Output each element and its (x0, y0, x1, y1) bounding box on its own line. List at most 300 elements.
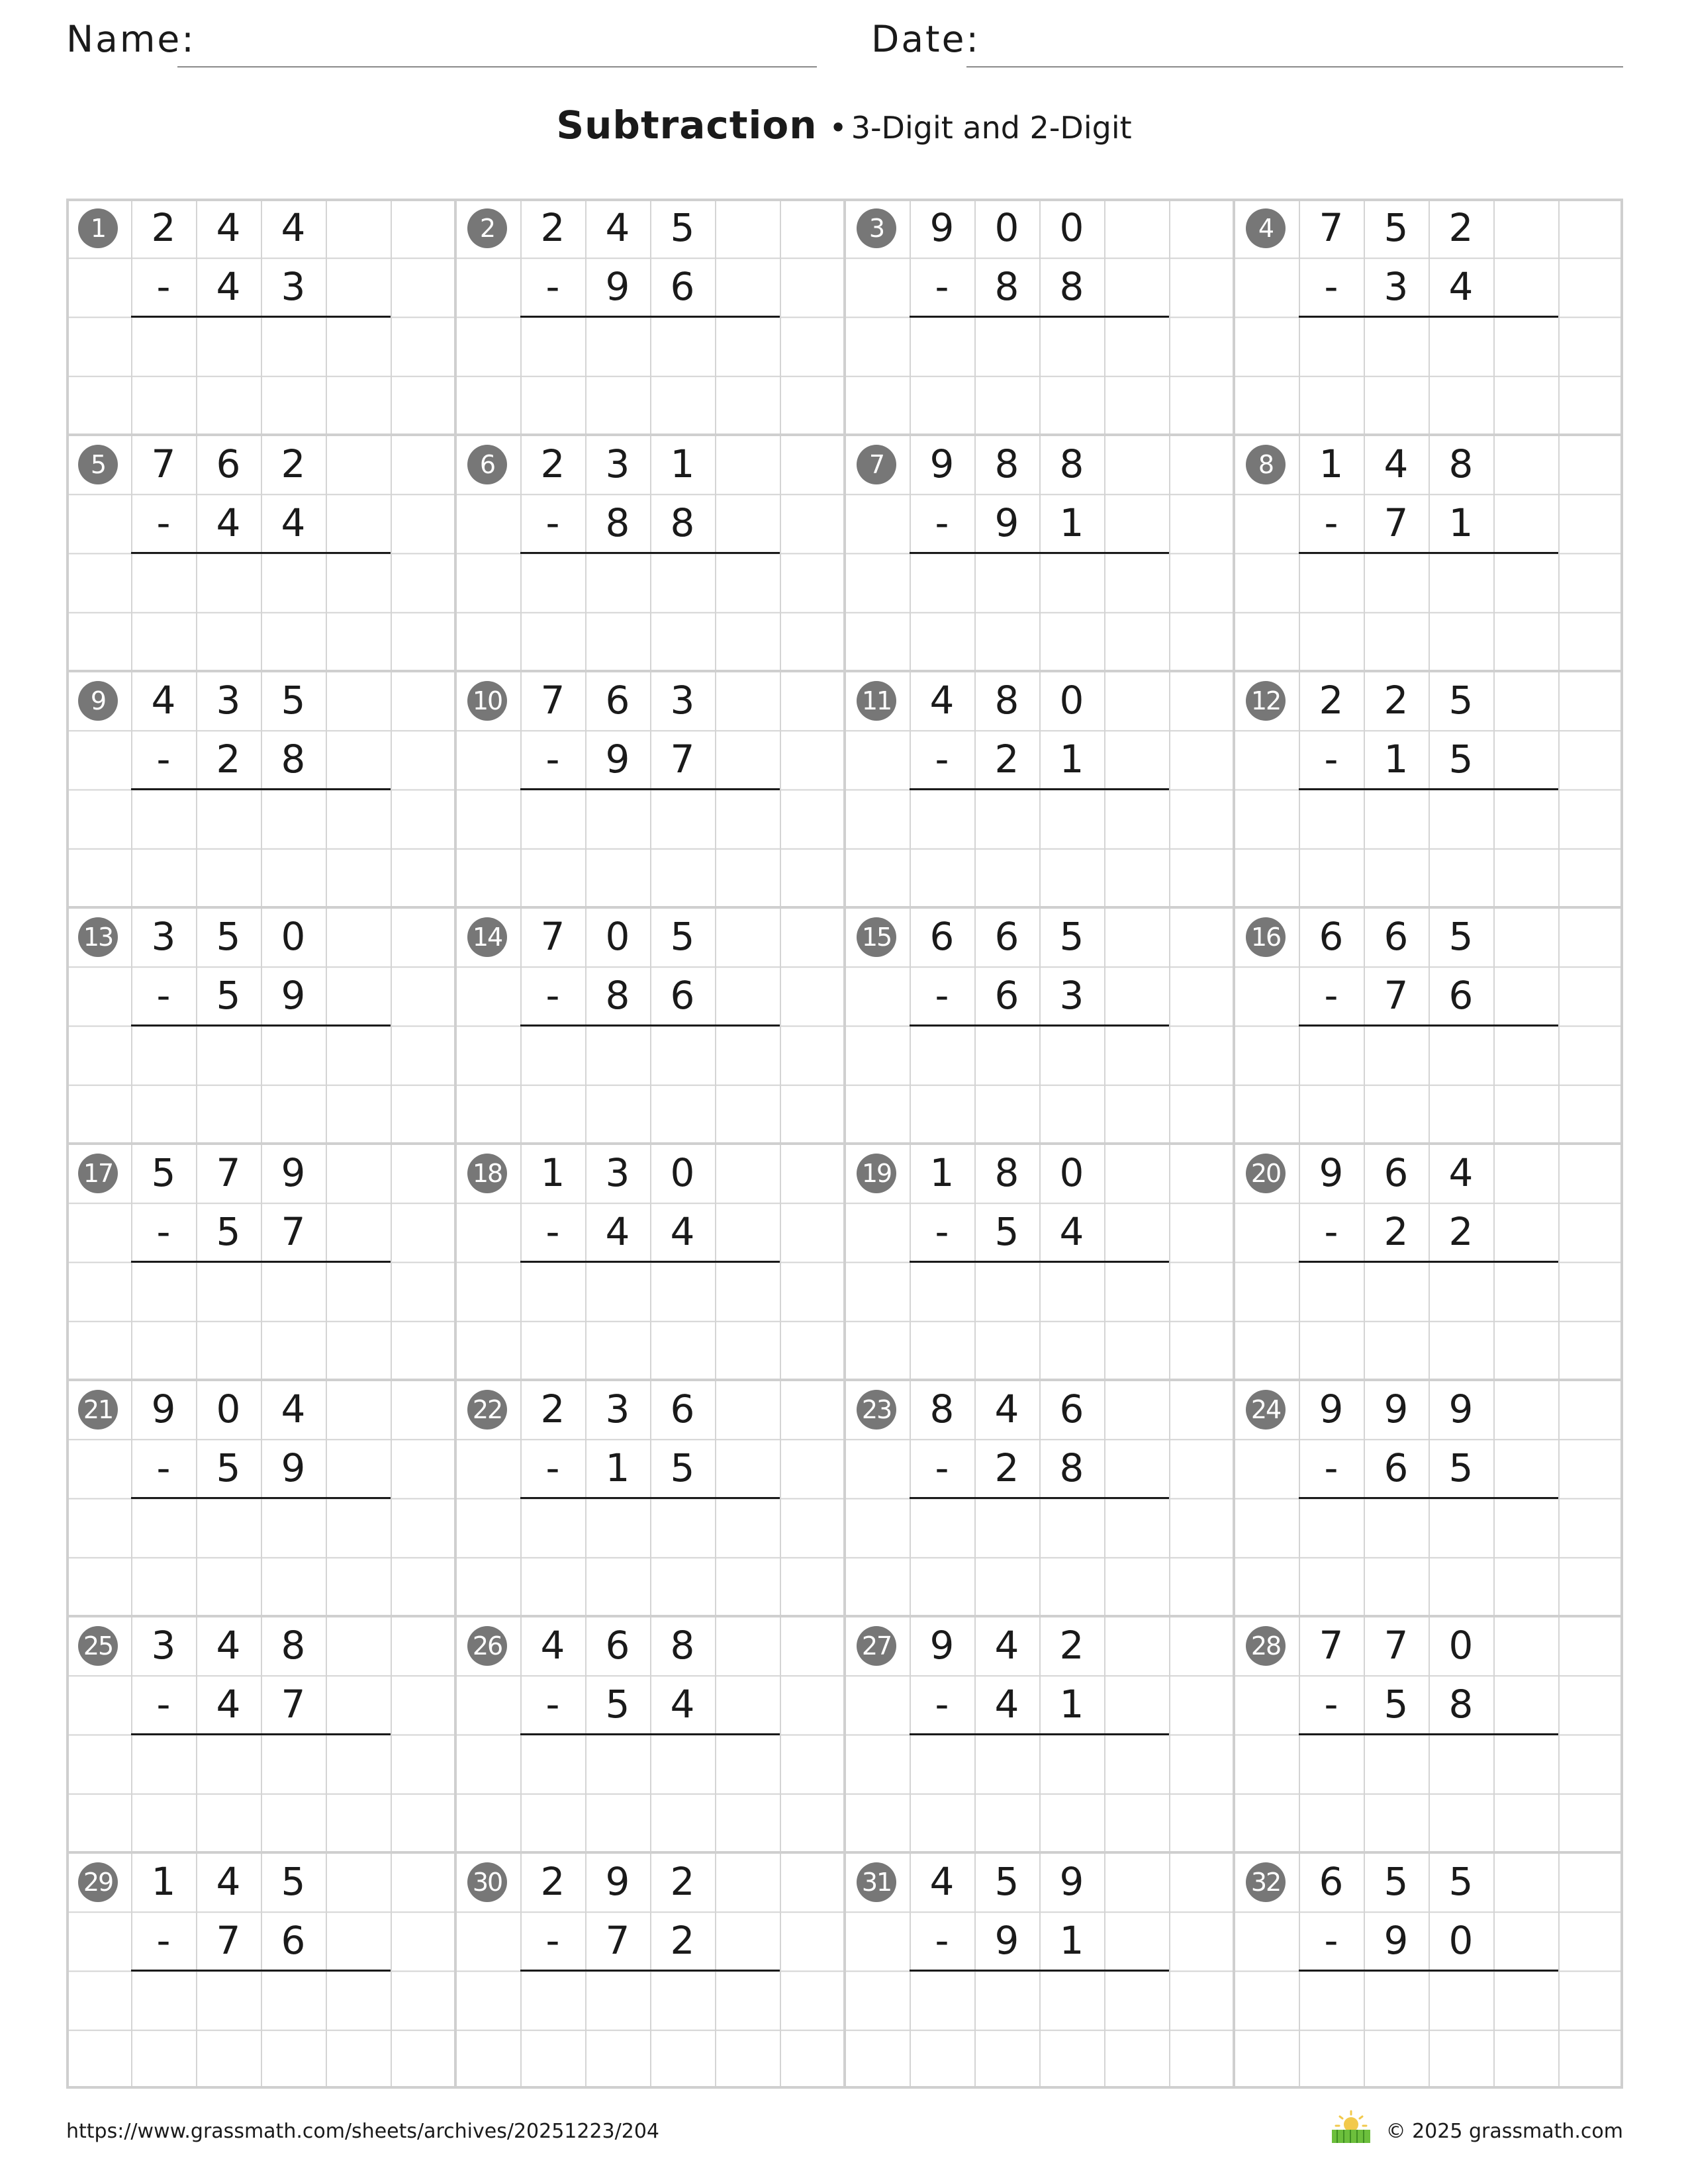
minus-sign: - (1324, 973, 1338, 1019)
minuend-digit: 0 (281, 914, 306, 959)
problem-number-badge: 27 (857, 1626, 896, 1666)
answer-area[interactable] (910, 1498, 1169, 1617)
problem-3 (845, 199, 1234, 435)
minuend-digit: 4 (929, 1859, 955, 1904)
minuend-digit: 5 (216, 914, 241, 959)
subtrahend-digit: 4 (670, 1209, 695, 1255)
minuend-digit: 4 (281, 205, 306, 250)
subtrahend-digit: 8 (1059, 264, 1084, 310)
subtrahend-digit: 7 (1383, 500, 1409, 546)
minuend-digit: 0 (1059, 678, 1084, 723)
minus-sign: - (545, 1209, 560, 1255)
problem-10 (455, 671, 845, 907)
answer-area[interactable] (1299, 553, 1558, 672)
problem-24 (1234, 1380, 1623, 1616)
minuend-digit: 4 (929, 678, 955, 723)
subtrahend-digit: 7 (216, 1918, 241, 1964)
subtrahend-digit: 8 (605, 500, 630, 546)
problem-6 (455, 435, 845, 671)
minuend-digit: 3 (216, 678, 241, 723)
answer-area[interactable] (520, 317, 780, 435)
subtrahend-digit: 5 (216, 1445, 241, 1491)
minuend-digit: 9 (281, 1150, 306, 1195)
subtrahend-digit: 4 (1448, 264, 1474, 310)
minus-sign: - (1324, 1682, 1338, 1727)
answer-area[interactable] (1299, 317, 1558, 435)
subtrahend-digit: 9 (994, 500, 1019, 546)
title-subtitle: 3-Digit and 2-Digit (851, 110, 1132, 146)
subtrahend-digit: 2 (994, 737, 1019, 782)
minuend-digit: 2 (540, 441, 565, 486)
problem-7 (845, 435, 1234, 671)
subtrahend-digit: 5 (670, 1445, 695, 1491)
problem-20 (1234, 1144, 1623, 1380)
minuend-digit: 9 (151, 1387, 176, 1432)
minus-sign: - (156, 737, 171, 782)
problem-number-badge: 5 (78, 445, 118, 484)
minuend-digit: 7 (540, 678, 565, 723)
minuend-digit: 7 (540, 914, 565, 959)
subtrahend-digit: 2 (994, 1445, 1019, 1491)
minus-sign: - (935, 1445, 949, 1491)
minuend-digit: 0 (1059, 205, 1084, 250)
minus-sign: - (1324, 1445, 1338, 1491)
problem-number-badge: 18 (467, 1154, 507, 1193)
problem-number-badge: 8 (1246, 445, 1286, 484)
minuend-digit: 2 (1448, 205, 1474, 250)
subtrahend-digit: 1 (1059, 1682, 1084, 1727)
minuend-digit: 6 (670, 1387, 695, 1432)
answer-area[interactable] (910, 1262, 1169, 1381)
minuend-digit: 2 (540, 1387, 565, 1432)
problem-number-badge: 3 (857, 208, 896, 248)
problem-12 (1234, 671, 1623, 907)
problem-4 (1234, 199, 1623, 435)
problem-16 (1234, 907, 1623, 1144)
minuend-digit: 1 (670, 441, 695, 486)
minuend-digit: 5 (1448, 678, 1474, 723)
subtrahend-digit: 8 (1448, 1682, 1474, 1727)
subtrahend-digit: 4 (216, 264, 241, 310)
problem-number-badge: 11 (857, 681, 896, 721)
minuend-digit: 9 (1448, 1387, 1474, 1432)
minuend-digit: 4 (281, 1387, 306, 1432)
minuend-digit: 5 (281, 678, 306, 723)
subtrahend-digit: 8 (1059, 1445, 1084, 1491)
minuend-digit: 0 (994, 205, 1019, 250)
answer-area[interactable] (910, 1735, 1169, 1853)
minuend-digit: 6 (994, 914, 1019, 959)
answer-area[interactable] (520, 1971, 780, 2089)
minus-sign: - (935, 973, 949, 1019)
problem-28 (1234, 1616, 1623, 1852)
minuend-digit: 0 (1448, 1623, 1474, 1668)
minus-sign: - (156, 1682, 171, 1727)
problem-5 (66, 435, 455, 671)
minuend-digit: 6 (1383, 1150, 1409, 1195)
problem-number-badge: 22 (467, 1390, 507, 1430)
answer-area[interactable] (1299, 790, 1558, 908)
subtrahend-digit: 4 (216, 1682, 241, 1727)
minus-sign: - (545, 737, 560, 782)
minuend-digit: 6 (1319, 914, 1344, 959)
problem-number-badge: 28 (1246, 1626, 1286, 1666)
answer-area[interactable] (910, 1971, 1169, 2089)
minuend-digit: 9 (605, 1859, 630, 1904)
problem-number-badge: 12 (1246, 681, 1286, 721)
answer-area[interactable] (131, 553, 391, 672)
subtrahend-digit: 4 (216, 500, 241, 546)
subtrahend-digit: 0 (1448, 1918, 1474, 1964)
minuend-digit: 4 (540, 1623, 565, 1668)
problem-number-badge: 1 (78, 208, 118, 248)
problem-number-badge: 31 (857, 1862, 896, 1902)
subtrahend-digit: 1 (1059, 737, 1084, 782)
minuend-digit: 6 (1383, 914, 1409, 959)
minuend-digit: 4 (216, 1623, 241, 1668)
minuend-digit: 1 (151, 1859, 176, 1904)
subtrahend-digit: 5 (1448, 737, 1474, 782)
minuend-digit: 7 (1319, 205, 1344, 250)
subtrahend-digit: 9 (281, 1445, 306, 1491)
minuend-digit: 7 (216, 1150, 241, 1195)
subtrahend-digit: 8 (281, 737, 306, 782)
answer-area[interactable] (131, 790, 391, 908)
problem-9 (66, 671, 455, 907)
answer-area[interactable] (1299, 1971, 1558, 2089)
subtrahend-digit: 6 (670, 264, 695, 310)
minuend-digit: 4 (1383, 441, 1409, 486)
answer-area[interactable] (131, 1262, 391, 1381)
problem-number-badge: 15 (857, 917, 896, 957)
minuend-digit: 8 (281, 1623, 306, 1668)
problem-number-badge: 25 (78, 1626, 118, 1666)
answer-area[interactable] (131, 1971, 391, 2089)
minuend-digit: 6 (216, 441, 241, 486)
subtrahend-digit: 9 (605, 264, 630, 310)
minuend-digit: 4 (1448, 1150, 1474, 1195)
subtrahend-digit: 1 (1383, 737, 1409, 782)
subtrahend-digit: 4 (605, 1209, 630, 1255)
subtrahend-digit: 2 (1448, 1209, 1474, 1255)
minuend-digit: 4 (151, 678, 176, 723)
problem-21 (66, 1380, 455, 1616)
subtrahend-digit: 8 (605, 973, 630, 1019)
minuend-digit: 2 (1383, 678, 1409, 723)
minuend-digit: 3 (605, 441, 630, 486)
minuend-digit: 2 (540, 205, 565, 250)
problem-26 (455, 1616, 845, 1852)
problem-number-badge: 10 (467, 681, 507, 721)
minuend-digit: 2 (1059, 1623, 1084, 1668)
minuend-digit: 0 (1059, 1150, 1084, 1195)
problem-22 (455, 1380, 845, 1616)
title-main: Subtraction (556, 103, 818, 148)
name-line[interactable] (177, 66, 817, 68)
answer-area[interactable] (1299, 1262, 1558, 1381)
answer-area[interactable] (520, 553, 780, 672)
answer-area[interactable] (131, 1026, 391, 1144)
footer-copyright: © 2025 grassmath.com (1385, 2120, 1623, 2143)
subtrahend-digit: 8 (670, 500, 695, 546)
problem-number-badge: 9 (78, 681, 118, 721)
subtrahend-digit: 7 (281, 1682, 306, 1727)
minus-sign: - (1324, 1209, 1338, 1255)
subtrahend-digit: 1 (1059, 1918, 1084, 1964)
problem-number-badge: 23 (857, 1390, 896, 1430)
problem-32 (1234, 1852, 1623, 2089)
subtrahend-digit: 6 (994, 973, 1019, 1019)
minus-sign: - (935, 264, 949, 310)
subtrahend-digit: 6 (1448, 973, 1474, 1019)
problem-30 (455, 1852, 845, 2089)
minuend-digit: 7 (151, 441, 176, 486)
minuend-digit: 5 (1448, 1859, 1474, 1904)
minus-sign: - (545, 973, 560, 1019)
minus-sign: - (156, 1209, 171, 1255)
subtrahend-digit: 1 (605, 1445, 630, 1491)
problem-number-badge: 30 (467, 1862, 507, 1902)
answer-area[interactable] (520, 1498, 780, 1617)
subtrahend-digit: 8 (994, 264, 1019, 310)
page-title (0, 103, 1688, 148)
minuend-digit: 8 (994, 678, 1019, 723)
problem-27 (845, 1616, 1234, 1852)
subtrahend-digit: 5 (216, 973, 241, 1019)
problem-number-badge: 2 (467, 208, 507, 248)
minuend-digit: 2 (540, 1859, 565, 1904)
subtrahend-digit: 5 (994, 1209, 1019, 1255)
answer-area[interactable] (1299, 1498, 1558, 1617)
answer-area[interactable] (910, 1026, 1169, 1144)
problem-23 (845, 1380, 1234, 1616)
minus-sign: - (156, 1918, 171, 1964)
minuend-digit: 5 (1059, 914, 1084, 959)
minuend-digit: 3 (151, 914, 176, 959)
minus-sign: - (156, 264, 171, 310)
problem-25 (66, 1616, 455, 1852)
answer-area[interactable] (131, 1498, 391, 1617)
subtrahend-digit: 9 (281, 973, 306, 1019)
minuend-digit: 6 (605, 1623, 630, 1668)
minuend-digit: 8 (1448, 441, 1474, 486)
answer-area[interactable] (910, 317, 1169, 435)
problem-2 (455, 199, 845, 435)
minus-sign: - (1324, 1918, 1338, 1964)
minuend-digit: 8 (929, 1387, 955, 1432)
minuend-digit: 1 (1319, 441, 1344, 486)
minuend-digit: 9 (1319, 1387, 1344, 1432)
minuend-digit: 3 (605, 1150, 630, 1195)
subtrahend-digit: 9 (605, 737, 630, 782)
subtrahend-digit: 9 (994, 1918, 1019, 1964)
problem-number-badge: 7 (857, 445, 896, 484)
subtrahend-digit: 5 (1448, 1445, 1474, 1491)
minuend-digit: 9 (1319, 1150, 1344, 1195)
footer-url[interactable]: https://www.grassmath.com/sheets/archives/20251223/204 (66, 2120, 660, 2143)
problem-number-badge: 29 (78, 1862, 118, 1902)
subtrahend-digit: 3 (1059, 973, 1084, 1019)
minuend-digit: 8 (670, 1623, 695, 1668)
problem-number-badge: 13 (78, 917, 118, 957)
problem-number-badge: 19 (857, 1154, 896, 1193)
minuend-digit: 4 (216, 205, 241, 250)
minuend-digit: 9 (1059, 1859, 1084, 1904)
grass-sun-logo-icon (1328, 2109, 1374, 2146)
minuend-digit: 7 (1319, 1623, 1344, 1668)
minuend-digit: 3 (605, 1387, 630, 1432)
problem-13 (66, 907, 455, 1144)
minuend-digit: 0 (216, 1387, 241, 1432)
answer-area[interactable] (131, 1735, 391, 1853)
problem-1 (66, 199, 455, 435)
minuend-digit: 5 (670, 205, 695, 250)
minuend-digit: 2 (281, 441, 306, 486)
minus-sign: - (1324, 500, 1338, 546)
worksheet-grid (66, 199, 1623, 2089)
answer-area[interactable] (910, 790, 1169, 908)
minus-sign: - (545, 1918, 560, 1964)
minuend-digit: 8 (994, 1150, 1019, 1195)
minuend-digit: 1 (540, 1150, 565, 1195)
minuend-digit: 5 (151, 1150, 176, 1195)
subtrahend-digit: 2 (670, 1918, 695, 1964)
minus-sign: - (545, 1682, 560, 1727)
minus-sign: - (1324, 264, 1338, 310)
minuend-digit: 3 (151, 1623, 176, 1668)
problem-11 (845, 671, 1234, 907)
problem-number-badge: 32 (1246, 1862, 1286, 1902)
subtrahend-digit: 6 (1383, 1445, 1409, 1491)
problem-number-badge: 6 (467, 445, 507, 484)
subtrahend-digit: 4 (994, 1682, 1019, 1727)
minuend-digit: 5 (670, 914, 695, 959)
minuend-digit: 4 (216, 1859, 241, 1904)
minuend-digit: 2 (151, 205, 176, 250)
subtrahend-digit: 7 (281, 1209, 306, 1255)
subtrahend-digit: 9 (1383, 1918, 1409, 1964)
subtrahend-digit: 5 (605, 1682, 630, 1727)
problem-31 (845, 1852, 1234, 2089)
problem-14 (455, 907, 845, 1144)
minus-sign: - (156, 500, 171, 546)
minuend-digit: 0 (670, 1150, 695, 1195)
problem-number-badge: 16 (1246, 917, 1286, 957)
subtrahend-digit: 4 (670, 1682, 695, 1727)
minus-sign: - (545, 500, 560, 546)
minuend-digit: 1 (929, 1150, 955, 1195)
subtrahend-digit: 3 (281, 264, 306, 310)
minuend-digit: 5 (281, 1859, 306, 1904)
minuend-digit: 9 (929, 1623, 955, 1668)
minuend-digit: 6 (929, 914, 955, 959)
minuend-digit: 6 (605, 678, 630, 723)
minuend-digit: 3 (670, 678, 695, 723)
subtrahend-digit: 7 (670, 737, 695, 782)
problem-number-badge: 26 (467, 1626, 507, 1666)
subtrahend-digit: 7 (1383, 973, 1409, 1019)
subtrahend-digit: 4 (1059, 1209, 1084, 1255)
minus-sign: - (156, 1445, 171, 1491)
minuend-digit: 2 (1319, 678, 1344, 723)
subtrahend-digit: 5 (1383, 1682, 1409, 1727)
minuend-digit: 5 (1383, 205, 1409, 250)
minuend-digit: 6 (1319, 1859, 1344, 1904)
subtrahend-digit: 1 (1448, 500, 1474, 546)
minuend-digit: 2 (670, 1859, 695, 1904)
problem-19 (845, 1144, 1234, 1380)
answer-area[interactable] (1299, 1026, 1558, 1144)
problem-number-badge: 24 (1246, 1390, 1286, 1430)
problem-18 (455, 1144, 845, 1380)
subtrahend-digit: 3 (1383, 264, 1409, 310)
problem-number-badge: 4 (1246, 208, 1286, 248)
minus-sign: - (935, 737, 949, 782)
minus-sign: - (545, 1445, 560, 1491)
minuend-digit: 9 (929, 441, 955, 486)
subtrahend-digit: 1 (1059, 500, 1084, 546)
minus-sign: - (935, 1209, 949, 1255)
minus-sign: - (935, 1682, 949, 1727)
minuend-digit: 8 (1059, 441, 1084, 486)
answer-area[interactable] (910, 553, 1169, 672)
problem-number-badge: 20 (1246, 1154, 1286, 1193)
minuend-digit: 9 (929, 205, 955, 250)
minuend-digit: 4 (994, 1387, 1019, 1432)
minus-sign: - (1324, 737, 1338, 782)
minuend-digit: 5 (1448, 914, 1474, 959)
answer-area[interactable] (520, 1735, 780, 1853)
answer-area[interactable] (131, 317, 391, 435)
date-label: Date: (871, 18, 980, 60)
minuend-digit: 4 (994, 1623, 1019, 1668)
date-line[interactable] (966, 66, 1623, 68)
problem-15 (845, 907, 1234, 1144)
problem-number-badge: 14 (467, 917, 507, 957)
minuend-digit: 7 (1383, 1623, 1409, 1668)
subtrahend-digit: 6 (281, 1918, 306, 1964)
minuend-digit: 8 (994, 441, 1019, 486)
minuend-digit: 9 (1383, 1387, 1409, 1432)
minus-sign: - (935, 500, 949, 546)
minuend-digit: 0 (605, 914, 630, 959)
answer-area[interactable] (1299, 1735, 1558, 1853)
subtrahend-digit: 5 (216, 1209, 241, 1255)
problem-8 (1234, 435, 1623, 671)
subtrahend-digit: 2 (216, 737, 241, 782)
minuend-digit: 6 (1059, 1387, 1084, 1432)
subtrahend-digit: 2 (1383, 1209, 1409, 1255)
problem-17 (66, 1144, 455, 1380)
subtrahend-digit: 6 (670, 973, 695, 1019)
minus-sign: - (156, 973, 171, 1019)
minuend-digit: 5 (994, 1859, 1019, 1904)
minuend-digit: 5 (1383, 1859, 1409, 1904)
answer-area[interactable] (520, 1026, 780, 1144)
minus-sign: - (935, 1918, 949, 1964)
answer-area[interactable] (520, 790, 780, 908)
subtrahend-digit: 4 (281, 500, 306, 546)
problem-number-badge: 21 (78, 1390, 118, 1430)
name-label: Name: (66, 18, 196, 60)
problem-number-badge: 17 (78, 1154, 118, 1193)
minuend-digit: 4 (605, 205, 630, 250)
minus-sign: - (545, 264, 560, 310)
title-bullet: • (829, 110, 847, 146)
subtrahend-digit: 7 (605, 1918, 630, 1964)
problem-29 (66, 1852, 455, 2089)
answer-area[interactable] (520, 1262, 780, 1381)
